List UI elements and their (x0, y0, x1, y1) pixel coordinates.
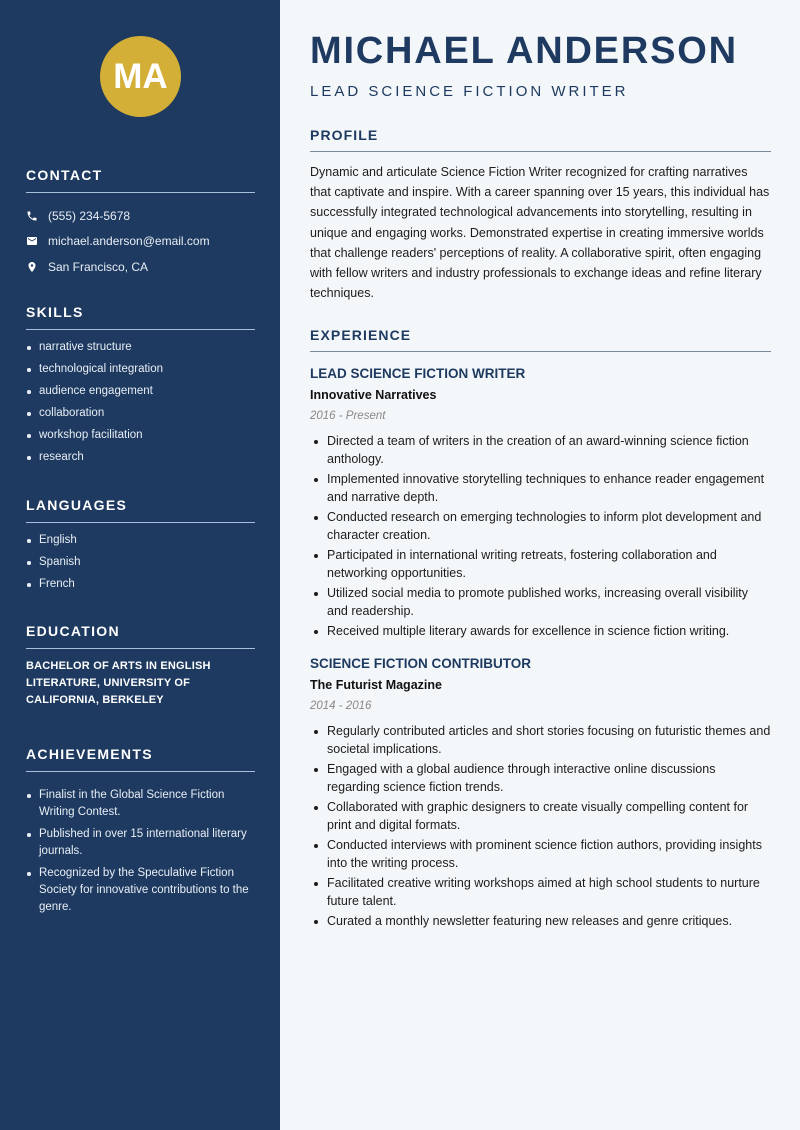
language-item: Spanish (26, 554, 255, 571)
job-bullet: Regularly contributed articles and short stories focusing on futuristic themes and societal implications. (310, 722, 771, 758)
contact-phone (26, 203, 255, 229)
job-bullet: Directed a team of writers in the creation of an award-winning science fiction anthology. (310, 432, 771, 468)
contact-section (26, 167, 255, 280)
job-dates: 2014 - 2016 (310, 700, 372, 712)
phone-icon (26, 210, 48, 222)
candidate-name: MICHAEL ANDERSON (310, 30, 738, 72)
email-icon (26, 235, 48, 247)
achievement-item: Recognized by the Speculative Fiction Society for innovative contributions to the genre. (26, 865, 255, 916)
languages-list (26, 532, 255, 593)
skills-section (26, 304, 255, 471)
contact-list (26, 203, 255, 280)
profile-heading: PROFILE (310, 127, 771, 152)
job-title: SCIENCE FICTION CONTRIBUTOR (310, 656, 532, 671)
job-bullets (310, 432, 771, 640)
education-degree: BACHELOR OF ARTS IN ENGLISH LITERATURE, UNIVERSITY OF CALIFORNIA, BERKELEY (26, 660, 211, 706)
job-entry (310, 365, 771, 640)
job-bullet: Engaged with a global audience through interactive online discussions regarding science fiction trends. (310, 760, 771, 796)
candidate-title: LEAD SCIENCE FICTION WRITER (310, 83, 629, 100)
job-title: LEAD SCIENCE FICTION WRITER (310, 366, 526, 381)
contact-location (26, 254, 255, 280)
experience-heading: EXPERIENCE (310, 327, 771, 352)
skill-item: audience engagement (26, 383, 255, 400)
job-dates: 2016 - Present (310, 410, 386, 422)
job-bullet: Conducted interviews with prominent science fiction authors, providing insights into the writing process. (310, 836, 771, 872)
education-section (26, 623, 255, 709)
job-bullet: Curated a monthly newsletter featuring new releases and genre critiques. (310, 912, 771, 930)
skill-item: technological integration (26, 361, 255, 378)
job-bullets (310, 722, 771, 930)
skill-item: research (26, 449, 255, 466)
phone-text[interactable]: (555) 234-5678 (48, 208, 131, 223)
achievement-item: Published in over 15 international literary journals. (26, 826, 255, 860)
location-text: San Francisco, CA (48, 259, 149, 274)
languages-section (26, 497, 255, 598)
avatar-initials: MA (113, 56, 168, 96)
language-item: French (26, 576, 255, 593)
experience-section (310, 327, 771, 932)
job-bullet: Received multiple literary awards for excellence in science fiction writing. (310, 622, 771, 640)
email-text[interactable]: michael.anderson@email.com (48, 234, 210, 249)
achievement-item: Finalist in the Global Science Fiction Writing Contest. (26, 787, 255, 821)
contact-email (26, 229, 255, 255)
profile-section (310, 127, 771, 303)
job-bullet: Utilized social media to promote published works, increasing overall visibility and readership. (310, 584, 771, 620)
languages-heading: LANGUAGES (26, 497, 255, 523)
profile-text: Dynamic and articulate Science Fiction Writer recognized for crafting narratives that captivate and inspire. With a career spanning over 15 years, this individual has successfully integrated technological advancements into storytelling, resulting in unique and engaging works. Demonstrated expertise in creating immersive worlds that challenge readers' perceptions of reality. A collaborative spirit, often engaging with fellow writers and industry professionals to exchange ideas and refine literary techniques. (310, 165, 770, 301)
contact-heading: CONTACT (26, 167, 255, 193)
job-bullet: Participated in international writing retreats, fostering collaboration and networking opportunities. (310, 546, 771, 582)
achievements-section (26, 746, 255, 921)
job-company: Innovative Narratives (310, 388, 437, 402)
skills-heading: SKILLS (26, 304, 255, 330)
job-bullet: Conducted research on emerging technologies to inform plot development and character creation. (310, 508, 771, 544)
skill-item: collaboration (26, 405, 255, 422)
language-item: English (26, 532, 255, 549)
location-pin-icon (26, 261, 48, 273)
job-bullet: Facilitated creative writing workshops aimed at high school students to nurture future talent. (310, 874, 771, 910)
skill-item: workshop facilitation (26, 427, 255, 444)
achievements-heading: ACHIEVEMENTS (26, 746, 255, 772)
sidebar (0, 0, 280, 1130)
skills-list (26, 339, 255, 466)
job-bullet: Implemented innovative storytelling techniques to enhance reader engagement and narrative depth. (310, 470, 771, 506)
achievements-list (26, 787, 255, 916)
education-heading: EDUCATION (26, 623, 255, 649)
job-entry (310, 655, 771, 930)
skill-item: narrative structure (26, 339, 255, 356)
avatar (100, 36, 181, 117)
job-company: The Futurist Magazine (310, 678, 442, 692)
job-bullet: Collaborated with graphic designers to create visually compelling content for print and digital formats. (310, 798, 771, 834)
